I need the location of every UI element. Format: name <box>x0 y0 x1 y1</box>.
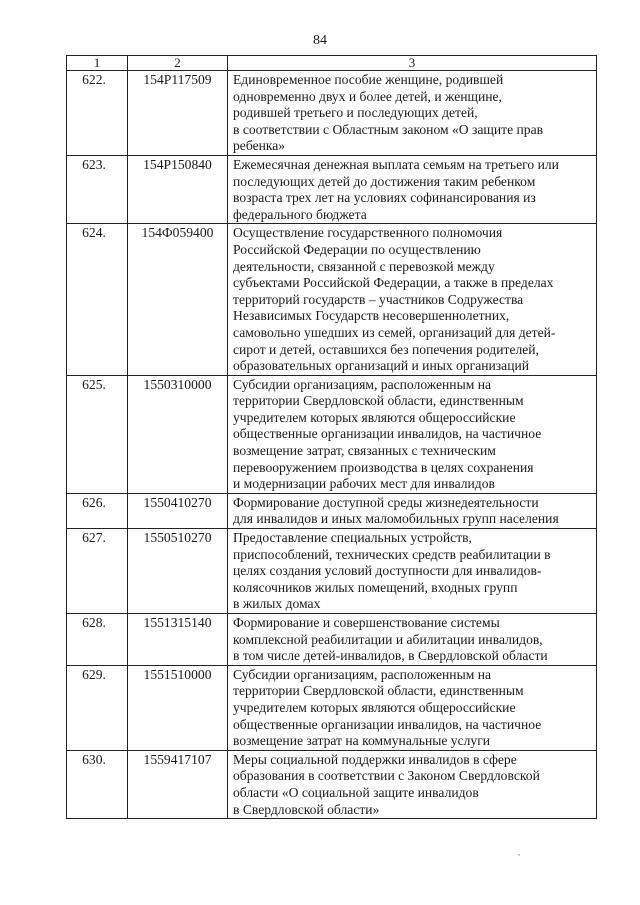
description-line: территории Свердловской области, единственным <box>233 683 524 699</box>
description-line: сирот и детей, оставшихся без попечения родителей, <box>233 341 539 357</box>
column-header-2: 2 <box>128 56 228 71</box>
column-header-3: 3 <box>228 56 597 71</box>
description-line: области «О социальной защите инвалидов <box>233 784 479 800</box>
description-line: последующих детей до достижения таким ребенком <box>233 173 536 189</box>
scan-mark: , <box>518 848 520 857</box>
row-number: 629. <box>67 665 128 750</box>
table-row <box>67 155 597 223</box>
table-row <box>67 529 597 614</box>
description-cell <box>228 493 597 528</box>
row-number: 623. <box>67 155 128 223</box>
description-line: Осуществление государственного полномочия <box>233 225 503 241</box>
description-line: образования в соответствии с Законом Свердловской <box>233 768 540 784</box>
table-row <box>67 665 597 750</box>
description-cell <box>228 155 597 223</box>
table-row <box>67 493 597 528</box>
description-line: возмещение затрат, связанных с техническим <box>233 443 496 459</box>
budget-classification-table <box>66 55 597 819</box>
description-line: и модернизации рабочих мест для инвалидов <box>233 476 495 492</box>
description-line: Субсидии организациям, расположенным на <box>233 376 492 392</box>
description-line: общественные организации инвалидов, на частичное <box>233 426 542 442</box>
description-line: в жилых домах <box>233 596 321 612</box>
table-body <box>67 71 597 819</box>
classification-code: 1551315140 <box>128 614 228 666</box>
table-row <box>67 375 597 493</box>
table-row <box>67 224 597 375</box>
description-cell <box>228 529 597 614</box>
description-line: территорий государств – участников Содружества <box>233 291 524 307</box>
classification-code: 154P117509 <box>128 71 228 156</box>
description-line: Единовременное пособие женщине, родившей <box>233 72 504 87</box>
description-line: деятельности, связанной с перевозкой между <box>233 258 495 274</box>
description-line: Субсидии организациям, расположенным на <box>233 666 492 682</box>
row-number: 627. <box>67 529 128 614</box>
description-line: приспособлений, технических средств реабилитации в <box>233 546 551 562</box>
description-line: перевооружением производства в целях сохранения <box>233 459 534 475</box>
description-cell <box>228 375 597 493</box>
description-line: комплексной реабилитации и абилитации инвалидов, <box>233 631 543 647</box>
description-line: в Свердловской области» <box>233 801 380 817</box>
description-line: Формирование и совершенствование системы <box>233 615 500 630</box>
description-line: возраста трех лет на условиях софинансирования из <box>233 190 536 206</box>
classification-code: 1550510270 <box>128 529 228 614</box>
description-cell <box>228 750 597 818</box>
description-line: возмещение затрат на коммунальные услуги <box>233 733 491 749</box>
row-number: 625. <box>67 375 128 493</box>
description-line: Ежемесячная денежная выплата семьям на третьего или <box>233 156 559 172</box>
description-line: в соответствии с Областным законом «О защите прав <box>233 121 544 137</box>
description-line: учредителем которых являются общероссийские <box>233 699 516 715</box>
description-line: образовательных организаций и иных организаций <box>233 358 530 374</box>
table-row <box>67 614 597 666</box>
description-line: самовольно ушедших из семей, организаций для детей- <box>233 324 556 340</box>
description-line: Меры социальной поддержки инвалидов в сфере <box>233 751 517 767</box>
description-cell <box>228 614 597 666</box>
description-line: колясочников жилых помещений, входных групп <box>233 579 518 595</box>
description-line: родившей третьего и последующих детей, <box>233 105 478 121</box>
classification-code: 154Ф059400 <box>128 224 228 375</box>
description-line: для инвалидов и иных маломобильных групп населения <box>233 511 559 527</box>
classification-code: 154P150840 <box>128 155 228 223</box>
description-line: Формирование доступной среды жизнедеятельности <box>233 494 539 510</box>
row-number: 630. <box>67 750 128 818</box>
description-line: общественные организации инвалидов, на частичное <box>233 716 542 732</box>
classification-code: 1551510000 <box>128 665 228 750</box>
description-line: федерального бюджета <box>233 206 367 222</box>
classification-code: 1559417107 <box>128 750 228 818</box>
description-cell <box>228 665 597 750</box>
description-line: Независимых Государств несовершеннолетних, <box>233 308 510 324</box>
description-line: Предоставление специальных устройств, <box>233 530 472 546</box>
row-number: 622. <box>67 71 128 156</box>
table-row <box>67 750 597 818</box>
description-line: субъектами Российской Федерации, а также в пределах <box>233 275 554 291</box>
description-line: территории Свердловской области, единственным <box>233 393 524 409</box>
description-line: в том числе детей-инвалидов, в Свердловской области <box>233 648 548 664</box>
classification-code: 1550410270 <box>128 493 228 528</box>
description-line: ребенка» <box>233 138 286 154</box>
page-number: 84 <box>313 33 327 48</box>
description-line: Российской Федерации по осуществлению <box>233 241 481 257</box>
row-number: 624. <box>67 224 128 375</box>
table-header-row <box>67 56 597 71</box>
table-row <box>67 71 597 156</box>
description-line: одновременно двух и более детей, и женщине, <box>233 88 502 104</box>
description-cell <box>228 224 597 375</box>
row-number: 626. <box>67 493 128 528</box>
row-number: 628. <box>67 614 128 666</box>
classification-code: 1550310000 <box>128 375 228 493</box>
description-line: целях создания условий доступности для инвалидов- <box>233 563 542 579</box>
description-cell <box>228 71 597 156</box>
description-line: учредителем которых являются общероссийские <box>233 409 516 425</box>
column-header-1: 1 <box>67 56 128 71</box>
